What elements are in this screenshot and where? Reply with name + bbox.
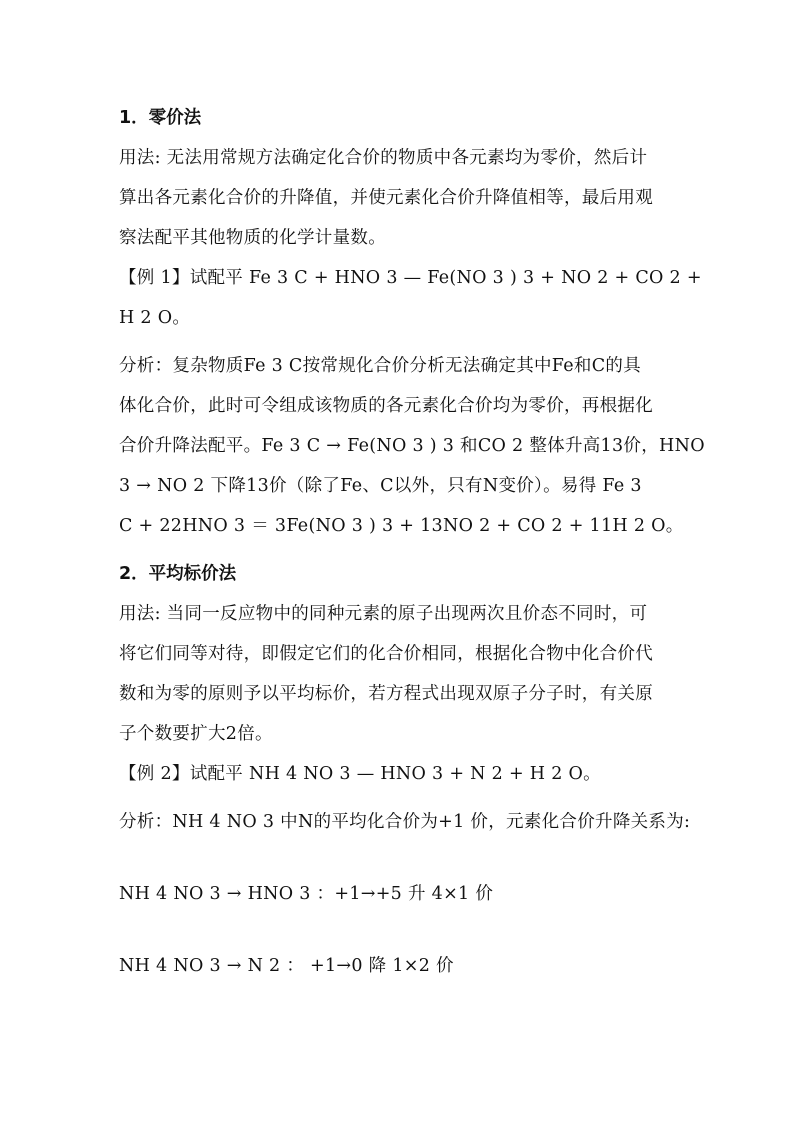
document-page	[119, 98, 705, 986]
section1-analysis-line: 分析：复杂物质Fe 3 C按常规化合价分析无法确定其中Fe和C的具	[119, 356, 642, 376]
section2-relation: NH 4 NO 3 → HNO 3 ：+1→+5 升 4×1 价	[119, 884, 494, 904]
section1-example	[119, 258, 702, 338]
section1-usage-line: 算出各元素化合价的升降值，并使元素化合价升降值相等，最后用观	[119, 188, 653, 208]
section1-usage-line: 察法配平其他物质的化学计量数。	[119, 228, 386, 248]
section1-heading: 1．零价法	[119, 108, 202, 128]
section2-usage-line: 将它们同等对待，即假定它们的化合价相同，根据化合物中化合价代	[119, 644, 653, 664]
section1-example-line: 【例 1】试配平 Fe 3 C + HNO 3 — Fe(NO 3 ) 3 + NO 2 + CO 2 +	[119, 268, 702, 288]
section1-example-line: H 2 O。	[119, 308, 191, 328]
section2-usage-line: 用法: 当同一反应物中的同种元素的原子出现两次且价态不同时，可	[119, 604, 648, 624]
spacer	[119, 546, 689, 554]
section2-usage-line: 数和为零的原则予以平均标价，若方程式出现双原子分子时，有关原	[119, 684, 653, 704]
section1-usage-line: 用法: 无法用常规方法确定化合价的物质中各元素均为零价，然后计	[119, 148, 648, 168]
spacer	[119, 338, 689, 346]
section1-analysis-line: C + 22HNO 3 ＝ 3Fe(NO 3 ) 3 + 13NO 2 + CO 2 + 11H 2 O。	[119, 516, 684, 536]
section1-analysis-line: 3 → NO 2 下降13价（除了Fe、C以外，只有N变价）。易得 Fe 3	[119, 476, 642, 496]
section1-usage	[119, 138, 689, 258]
section2-usage	[119, 594, 689, 754]
section2-relation: NH 4 NO 3 → N 2 ： +1→0 降 1×2 价	[119, 956, 454, 976]
section2-heading: 2．平均标价法	[119, 564, 237, 584]
section1-analysis-line: 合价升降法配平。Fe 3 C → Fe(NO 3 ) 3 和CO 2 整体升高13价，HNO	[119, 436, 705, 456]
section1-analysis-line: 体化合价，此时可令组成该物质的各元素化合价均为零价，再根据化	[119, 396, 653, 416]
section1-analysis	[119, 346, 705, 546]
spacer	[119, 794, 689, 802]
section2-usage-line: 子个数要扩大2倍。	[119, 724, 273, 744]
section2-analysis: 分析：NH 4 NO 3 中N的平均化合价为+1 价，元素化合价升降关系为:	[119, 812, 691, 832]
spacer	[119, 914, 689, 946]
spacer	[119, 842, 689, 874]
section2-example: 【例 2】试配平 NH 4 NO 3 — HNO 3 + N 2 + H 2 O。	[119, 764, 601, 784]
